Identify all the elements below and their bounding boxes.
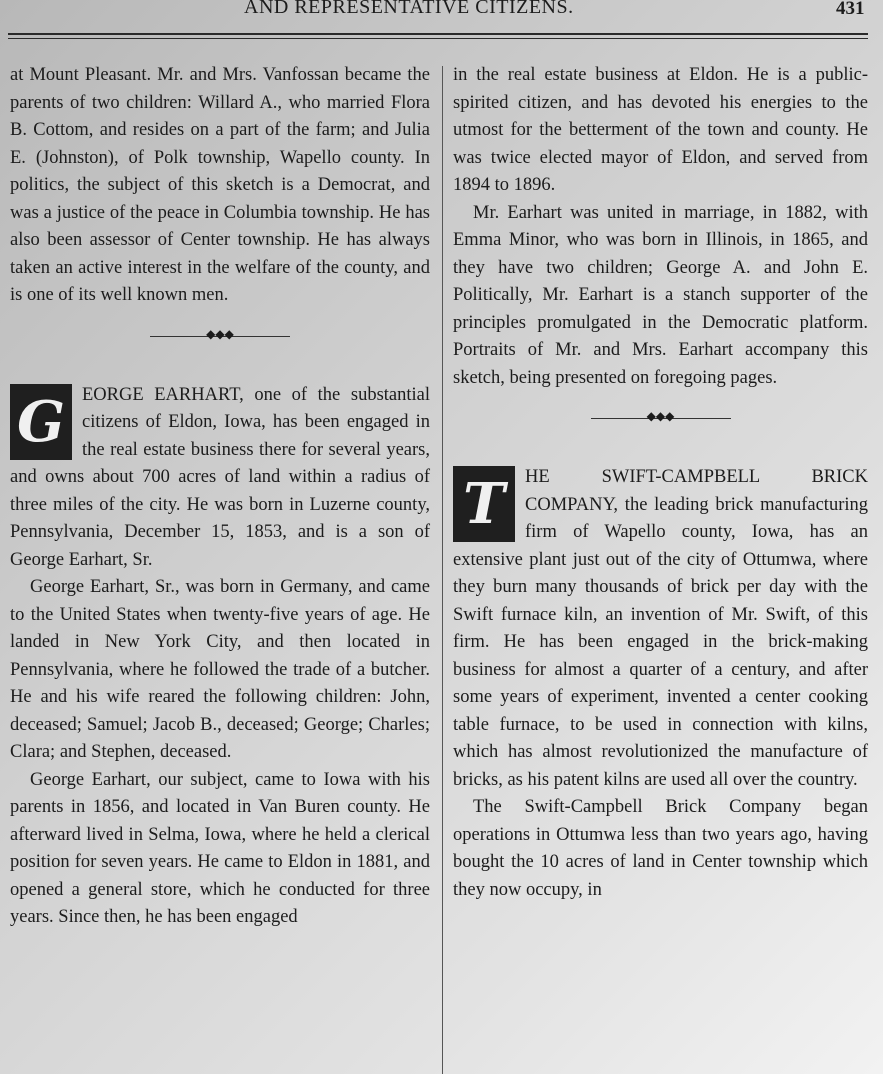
earhart-section <box>10 382 430 932</box>
column-divider <box>442 66 443 1074</box>
right-column <box>453 62 868 904</box>
earhart-intro-paragraph: EORGE EARHART, one of the substantial citizens of Eldon, Iowa, has been engaged in the real estate business there for several years, and owns about 700 acres of land within a radius of three miles of the city. He was born in Luzerne county, Pennsylvania, December 15, 1853, and is a son of George Earhart, Sr. <box>10 384 430 570</box>
section-ornament <box>150 326 290 342</box>
left-column <box>10 62 430 932</box>
swift-campbell-intro-paragraph: HE SWIFT-CAMPBELL BRICK COMPANY, the leading brick manufacturing firm of Wapello county, Iowa, has an extensive plant just out of the city of Ottumwa, where they burn many thousands of brick per day with the Swift furnace kiln, an invention of Mr. Swift, of this firm. He has been engaged in the brick-making business for almost a quarter of a century, and after some years of experiment, invented a center cooking table furnace, to be used in connection with kilns, which has almost revolutionized the manufacture of bricks, as his patent kilns are used all over the country. <box>453 467 868 790</box>
section-ornament <box>591 409 731 424</box>
earhart-father-paragraph: George Earhart, Sr., was born in Germany, and came to the United States when twenty-five years of age. He landed in New York City, and then located in Pennsylvania, where he followed the trade of a butcher. He and his wife reared the following children: John, deceased; Samuel; Jacob B., deceased; George; Charles; Clara; and Stephen, deceased. <box>10 577 430 762</box>
dropcap-letter: T <box>463 471 505 537</box>
swift-campbell-operations-paragraph: The Swift-Campbell Brick Company began operations in Ottumwa less than two years ago, having bought the 10 acres of land in Center township which they now occupy, in <box>453 797 868 900</box>
ornament-diamonds: ◆◆◆ <box>646 409 675 423</box>
earhart-marriage-paragraph: Mr. Earhart was united in marriage, in 1882, with Emma Minor, who was born in Illinois, in 1865, and they have two children; George A. and John E. Politically, Mr. Earhart is a stanch supporter of the principles promulgated in the Democratic platform. Portraits of Mr. and Mrs. Earhart accompany this sketch, being presented on foregoing pages. <box>453 202 868 388</box>
swift-campbell-section <box>453 464 868 904</box>
earhart-continuation-paragraph: in the real estate business at Eldon. He is a public-spirited citizen, and has devoted his energies to the utmost for the betterment of the town and county. He was twice elected mayor of Eldon, and served from 1894 to 1896. <box>453 65 868 195</box>
page-header <box>0 0 883 30</box>
header-rule-thick <box>8 33 868 35</box>
header-rule-thin <box>8 38 868 39</box>
dropcap-letter: G <box>17 388 65 455</box>
earhart-subject-paragraph: George Earhart, our subject, came to Iowa with his parents in 1856, and located in Van Buren county. He afterward lived in Selma, Iowa, where he held a clerical position for seven years. He came to Eldon in 1881, and opened a general store, which he conducted for three years. Since then, he has been engaged <box>10 769 430 927</box>
dropcap-t-icon <box>453 466 515 542</box>
vanfossan-paragraph: at Mount Pleasant. Mr. and Mrs. Vanfossan became the parents of two children: Willard A., who married Flora B. Cottom, and resides on a part of the farm; and Julia E. (Johnston), of Polk township, Wapello county. In politics, the subject of this sketch is a Democrat, and was a justice of the peace in Columbia township. He has also been assessor of Center township. He has always taken an active interest in the welfare of the county, and is one of its well known men. <box>10 65 430 305</box>
page-number: 431 <box>836 0 865 19</box>
running-head-title: AND REPRESENTATIVE CITIZENS. <box>244 0 574 18</box>
ornament-diamonds: ◆◆◆ <box>206 326 234 341</box>
dropcap-g-icon <box>10 384 72 460</box>
